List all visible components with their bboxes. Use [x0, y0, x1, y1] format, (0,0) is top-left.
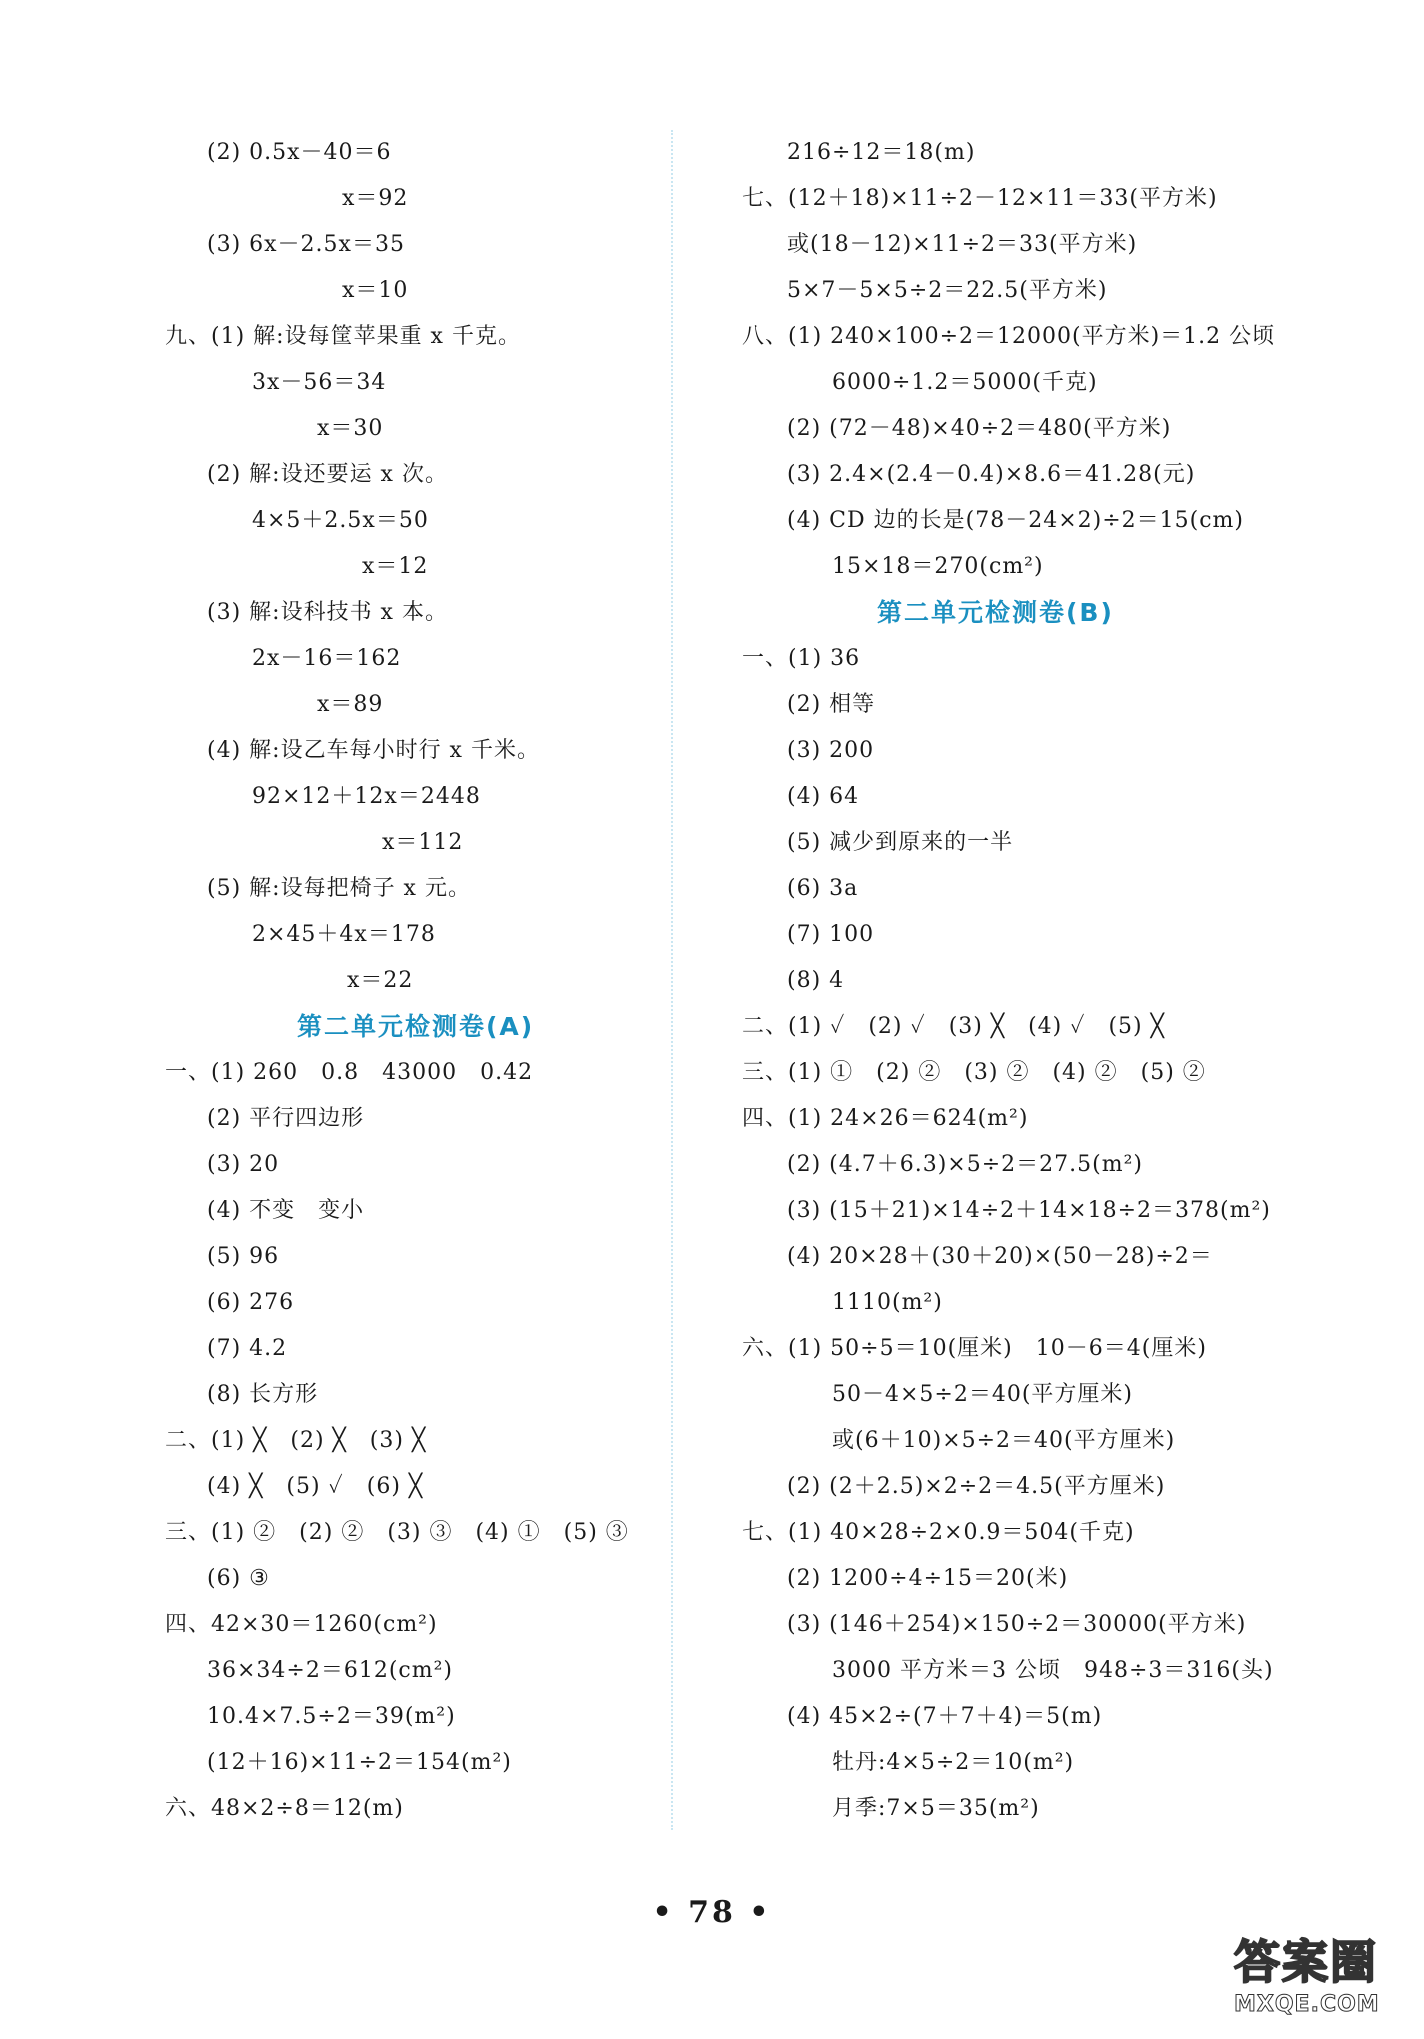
answer-line: x＝30: [317, 416, 384, 441]
answer-line: (6) 276: [207, 1290, 295, 1315]
answer-line: 二、(1) ✓ (2) ✓ (3) ╳ (4) ✓ (5) ╳: [742, 1014, 1165, 1039]
answer-line: x＝92: [342, 186, 409, 211]
answer-line: (5) 96: [207, 1244, 280, 1269]
answer-line: (3) 解:设科技书 x 本。: [207, 600, 448, 625]
answer-line: 10.4×7.5÷2＝39(m²): [207, 1704, 456, 1729]
answer-line: 七、(1) 40×28÷2×0.9＝504(千克): [742, 1520, 1135, 1545]
answer-line: 3x－56＝34: [252, 370, 387, 395]
answer-line: (8) 4: [787, 968, 845, 993]
answer-line: 六、(1) 50÷5＝10(厘米) 10－6＝4(厘米): [742, 1336, 1207, 1361]
left-column: [165, 130, 665, 1832]
answer-line: 八、(1) 240×100÷2＝12000(平方米)＝1.2 公顷: [742, 324, 1276, 349]
answer-line: (2) 1200÷4÷15＝20(米): [787, 1566, 1069, 1591]
answer-line: 一、(1) 36: [742, 646, 861, 671]
answer-line: (4) 20×28＋(30＋20)×(50－28)÷2＝: [787, 1244, 1213, 1269]
answer-line: (2) (4.7＋6.3)×5÷2＝27.5(m²): [787, 1152, 1143, 1177]
answer-line: 5×7－5×5÷2＝22.5(平方米): [787, 278, 1108, 303]
answer-line: 92×12＋12x＝2448: [252, 784, 481, 809]
answer-line: 50－4×5÷2＝40(平方厘米): [832, 1382, 1134, 1407]
answer-line: 216÷12＝18(m): [787, 140, 976, 165]
answer-line: (3) (15＋21)×14÷2＋14×18÷2＝378(m²): [787, 1198, 1271, 1223]
answer-line: (7) 4.2: [207, 1336, 288, 1361]
answer-line: 一、(1) 260 0.8 43000 0.42: [165, 1060, 534, 1085]
answer-line: 2x－16＝162: [252, 646, 402, 671]
answer-line: (2) 平行四边形: [207, 1106, 365, 1131]
answer-line: 三、(1) ② (2) ② (3) ③ (4) ① (5) ③: [165, 1520, 629, 1545]
answer-line: 6000÷1.2＝5000(千克): [832, 370, 1098, 395]
answer-line: 四、(1) 24×26＝624(m²): [742, 1106, 1029, 1131]
answer-line: (7) 100: [787, 922, 875, 947]
answer-line: x＝112: [382, 830, 464, 855]
answer-line: (12＋16)×11÷2＝154(m²): [207, 1750, 512, 1775]
column-divider: [671, 130, 673, 1830]
answer-line: 七、(12＋18)×11÷2－12×11＝33(平方米): [742, 186, 1218, 211]
answer-line: 六、48×2÷8＝12(m): [165, 1796, 404, 1821]
answer-line: (3) 6x－2.5x＝35: [207, 232, 405, 257]
answer-line: (5) 减少到原来的一半: [787, 830, 1014, 855]
page-number: • 78 •: [652, 1895, 772, 1930]
answer-line: (2) 0.5x－40＝6: [207, 140, 392, 165]
section-heading: 第二单元检测卷(B): [877, 598, 1114, 627]
answer-line: x＝22: [347, 968, 414, 993]
answer-line: 或(18－12)×11÷2＝33(平方米): [787, 232, 1138, 257]
answer-line: 月季:7×5＝35(m²): [832, 1796, 1040, 1821]
answer-line: (2) (72－48)×40÷2＝480(平方米): [787, 416, 1172, 441]
answer-line: 1110(m²): [832, 1290, 943, 1315]
answer-line: 4×5＋2.5x＝50: [252, 508, 429, 533]
answer-line: (3) 2.4×(2.4－0.4)×8.6＝41.28(元): [787, 462, 1196, 487]
answer-line: (4) 64: [787, 784, 860, 809]
answer-line: 四、42×30＝1260(cm²): [165, 1612, 438, 1637]
answer-line: (3) 20: [207, 1152, 280, 1177]
answer-line: 3000 平方米＝3 公顷 948÷3＝316(头): [832, 1658, 1274, 1683]
right-column: [700, 130, 1276, 1832]
answer-line: (4) ╳ (5) ✓ (6) ╳: [207, 1474, 424, 1499]
answer-line: 九、(1) 解:设每筐苹果重 x 千克。: [165, 324, 521, 349]
answer-line: (8) 长方形: [207, 1382, 319, 1407]
answer-line: (2) 相等: [787, 692, 876, 717]
answer-line: (4) 解:设乙车每小时行 x 千米。: [207, 738, 540, 763]
section-heading: 第二单元检测卷(A): [297, 1012, 535, 1041]
answer-line: (4) 不变 变小: [207, 1198, 365, 1223]
answer-line: (4) 45×2÷(7＋7＋4)＝5(m): [787, 1704, 1103, 1729]
watermark-logo: 答案圈: [1234, 1935, 1378, 1989]
answer-line: 或(6＋10)×5÷2＝40(平方厘米): [832, 1428, 1176, 1453]
answer-line: (2) 解:设还要运 x 次。: [207, 462, 448, 487]
answer-line: (5) 解:设每把椅子 x 元。: [207, 876, 471, 901]
answer-line: 牡丹:4×5÷2＝10(m²): [832, 1750, 1075, 1775]
answer-line: (6) ③: [207, 1566, 270, 1591]
watermark: [1234, 1934, 1404, 2029]
answer-line: (4) CD 边的长是(78－24×2)÷2＝15(cm): [787, 508, 1244, 533]
answer-line: 2×45＋4x＝178: [252, 922, 436, 947]
answer-line: x＝10: [342, 278, 409, 303]
answer-line: 36×34÷2＝612(cm²): [207, 1658, 454, 1683]
answer-line: (6) 3a: [787, 876, 859, 901]
answer-line: (3) 200: [787, 738, 875, 763]
watermark-url: MXQE.COM: [1234, 1992, 1380, 2017]
answer-line: x＝12: [362, 554, 429, 579]
answer-line: (2) (2＋2.5)×2÷2＝4.5(平方厘米): [787, 1474, 1166, 1499]
answer-line: 三、(1) ① (2) ② (3) ② (4) ② (5) ②: [742, 1060, 1206, 1085]
answer-line: 15×18＝270(cm²): [832, 554, 1044, 579]
answer-line: x＝89: [317, 692, 384, 717]
answer-line: (3) (146＋254)×150÷2＝30000(平方米): [787, 1612, 1247, 1637]
answer-line: 二、(1) ╳ (2) ╳ (3) ╳: [165, 1428, 427, 1453]
